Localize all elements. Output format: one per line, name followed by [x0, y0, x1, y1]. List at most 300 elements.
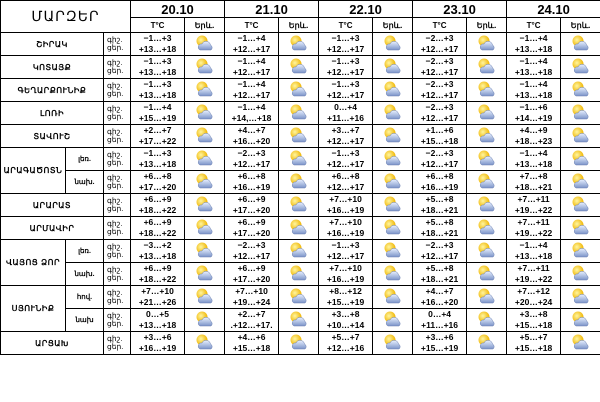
partly-cloudy-icon: [382, 287, 404, 307]
night-temp: −1…+4: [519, 56, 548, 66]
day-temp: +12…+17: [326, 136, 365, 146]
weather-icon-cell: [373, 56, 413, 79]
temperature-cell: [131, 171, 185, 194]
night-temp: −1…+3: [143, 33, 172, 43]
night-temp: −2…+3: [425, 33, 454, 43]
partly-cloudy-icon: [288, 287, 310, 307]
region-name: ՎԱՅՈՑ ՁՈՐ: [1, 240, 66, 286]
temp-col-header: T°C: [319, 18, 373, 33]
temperature-cell: [131, 286, 185, 309]
weather-icon-cell: [467, 56, 507, 79]
weather-icon-cell: [467, 332, 507, 355]
weather-icon-cell: [185, 309, 225, 332]
day-label: ցեր.: [107, 89, 124, 98]
day-label: ցեր.: [107, 250, 124, 259]
day-temp: +13…+18: [138, 67, 177, 77]
weather-icon-cell: [279, 217, 319, 240]
region-name: ԱՐԱՐԱՏ: [1, 194, 104, 217]
weather-icon-cell: [185, 102, 225, 125]
day-temp: +18…+21: [514, 182, 553, 192]
temperature-cell: [319, 102, 373, 125]
day-temp: +13…+18: [514, 67, 553, 77]
night-temp: +1…+6: [425, 125, 454, 135]
temperature-cell: [413, 125, 467, 148]
night-temp: +5…+7: [519, 332, 548, 342]
region-name: ԼՈՌԻ: [1, 102, 104, 125]
weather-icon-cell: [279, 33, 319, 56]
weather-icon-cell: [279, 102, 319, 125]
temperature-cell: [319, 194, 373, 217]
night-temp: +6…+8: [331, 171, 360, 181]
weather-icon-cell: [373, 79, 413, 102]
weather-icon-cell: [561, 56, 600, 79]
night-temp: +7…+12: [517, 286, 550, 296]
night-temp: +3…+8: [519, 309, 548, 319]
partly-cloudy-icon: [570, 287, 592, 307]
icon-col-header: Երև.: [373, 18, 413, 33]
day-label: ցեր.: [107, 181, 124, 190]
temperature-cell: [319, 171, 373, 194]
weather-icon-cell: [185, 171, 225, 194]
weather-icon-cell: [373, 309, 413, 332]
temperature-cell: [507, 263, 561, 286]
temperature-cell: [319, 332, 373, 355]
night-label: գիշ.: [107, 219, 123, 228]
partly-cloudy-icon: [194, 218, 216, 238]
night-label: գիշ.: [107, 334, 123, 343]
temperature-cell: [413, 171, 467, 194]
partly-cloudy-icon: [476, 149, 498, 169]
region-header: ՄԱՐԶԵՐ: [1, 1, 131, 33]
day-temp: +16…+19: [232, 182, 271, 192]
night-label: գիշ.: [107, 104, 123, 113]
day-temp: +18…+21: [420, 205, 459, 215]
date-header: 20.10: [131, 1, 225, 18]
day-temp: +19…+22: [514, 228, 553, 238]
partly-cloudy-icon: [382, 172, 404, 192]
day-temp: +17…+20: [232, 228, 271, 238]
time-of-day: [104, 263, 131, 286]
temperature-cell: [131, 263, 185, 286]
day-label: ցեր.: [107, 342, 124, 351]
weather-icon-cell: [467, 148, 507, 171]
temperature-cell: [131, 309, 185, 332]
temperature-cell: [413, 309, 467, 332]
night-temp: 0…+5: [146, 309, 169, 319]
day-label: ցեր.: [107, 319, 124, 328]
partly-cloudy-icon: [288, 195, 310, 215]
night-temp: +4…+7: [425, 286, 454, 296]
night-temp: +7…+10: [141, 286, 174, 296]
night-temp: −1…+3: [143, 56, 172, 66]
partly-cloudy-icon: [194, 126, 216, 146]
day-temp: +12…+17: [420, 113, 459, 123]
day-temp: +12…+17: [420, 251, 459, 261]
day-temp: +12…+17: [326, 90, 365, 100]
temperature-cell: [507, 33, 561, 56]
night-temp: −1…+3: [331, 79, 360, 89]
partly-cloudy-icon: [570, 172, 592, 192]
day-temp: +19…+22: [514, 205, 553, 215]
weather-icon-cell: [467, 125, 507, 148]
night-temp: +3…+6: [425, 332, 454, 342]
night-temp: −2…+3: [425, 79, 454, 89]
weather-icon-cell: [185, 263, 225, 286]
temp-col-header: T°C: [413, 18, 467, 33]
partly-cloudy-icon: [382, 310, 404, 330]
day-label: ցեր.: [107, 158, 124, 167]
day-temp: +19…+24: [232, 297, 271, 307]
forecast-row: [1, 56, 600, 79]
partly-cloudy-icon: [570, 34, 592, 54]
partly-cloudy-icon: [194, 172, 216, 192]
temperature-cell: [319, 125, 373, 148]
night-temp: +7…+8: [519, 171, 548, 181]
temperature-cell: [507, 240, 561, 263]
day-temp: +12…+16: [326, 343, 365, 353]
weather-icon-cell: [467, 286, 507, 309]
temperature-cell: [319, 56, 373, 79]
partly-cloudy-icon: [476, 103, 498, 123]
day-temp: +12…+17: [420, 67, 459, 77]
forecast-row: [1, 286, 600, 309]
date-header: 22.10: [319, 1, 413, 18]
partly-cloudy-icon: [476, 126, 498, 146]
partly-cloudy-icon: [476, 310, 498, 330]
partly-cloudy-icon: [476, 264, 498, 284]
region-name: ԱՐԱԳԱԾՈՏՆ: [1, 148, 66, 194]
partly-cloudy-icon: [476, 333, 498, 353]
temperature-cell: [225, 309, 279, 332]
temperature-cell: [413, 79, 467, 102]
day-temp: +10…+14: [326, 320, 365, 330]
partly-cloudy-icon: [194, 80, 216, 100]
temperature-cell: [225, 286, 279, 309]
night-temp: +4…+7: [237, 125, 266, 135]
temp-col-header: T°C: [225, 18, 279, 33]
temperature-cell: [413, 33, 467, 56]
forecast-row: [1, 332, 600, 355]
weather-icon-cell: [373, 148, 413, 171]
weather-icon-cell: [279, 125, 319, 148]
partly-cloudy-icon: [476, 80, 498, 100]
day-temp: +15…+18: [420, 136, 459, 146]
temperature-cell: [131, 56, 185, 79]
night-temp: +6…+8: [237, 171, 266, 181]
night-temp: +6…+9: [143, 217, 172, 227]
icon-col-header: Երև.: [467, 18, 507, 33]
weather-icon-cell: [561, 102, 600, 125]
icon-col-header: Երև.: [279, 18, 319, 33]
partly-cloudy-icon: [288, 172, 310, 192]
partly-cloudy-icon: [194, 34, 216, 54]
temperature-cell: [413, 102, 467, 125]
temperature-cell: [413, 217, 467, 240]
partly-cloudy-icon: [570, 264, 592, 284]
temperature-cell: [319, 217, 373, 240]
night-temp: +5…+8: [425, 217, 454, 227]
weather-icon-cell: [373, 332, 413, 355]
day-temp: +12…+17: [232, 159, 271, 169]
weather-icon-cell: [185, 286, 225, 309]
day-temp: +17…+20: [232, 274, 271, 284]
day-label: ցեր.: [107, 273, 124, 282]
subregion-label: հով.: [66, 286, 104, 309]
forecast-row: [1, 309, 600, 332]
partly-cloudy-icon: [288, 333, 310, 353]
day-temp: +16…+19: [326, 274, 365, 284]
weather-icon-cell: [467, 194, 507, 217]
night-temp: +8…+12: [329, 286, 362, 296]
night-temp: −1…+4: [237, 33, 266, 43]
temperature-cell: [507, 286, 561, 309]
night-temp: +7…+11: [517, 194, 550, 204]
temperature-cell: [507, 217, 561, 240]
temperature-cell: [131, 194, 185, 217]
partly-cloudy-icon: [194, 195, 216, 215]
partly-cloudy-icon: [288, 103, 310, 123]
day-label: ցեր.: [107, 43, 124, 52]
temperature-cell: [225, 240, 279, 263]
day-temp: +12…+17: [326, 182, 365, 192]
night-temp: −1…+4: [143, 102, 172, 112]
subregion-label: լեռ.: [66, 240, 104, 263]
night-temp: −1…+3: [331, 56, 360, 66]
day-temp: +15…+18: [514, 343, 553, 353]
day-temp: +18…+21: [420, 228, 459, 238]
temperature-cell: [507, 332, 561, 355]
temperature-cell: [319, 240, 373, 263]
forecast-row: [1, 102, 600, 125]
temperature-cell: [225, 171, 279, 194]
day-temp: +14,…+18: [231, 113, 272, 123]
day-temp: +13…+18: [514, 90, 553, 100]
night-label: գիշ.: [107, 35, 123, 44]
temperature-cell: [413, 332, 467, 355]
temperature-cell: [507, 102, 561, 125]
partly-cloudy-icon: [570, 310, 592, 330]
weather-icon-cell: [467, 263, 507, 286]
night-temp: −1…+3: [331, 33, 360, 43]
weather-icon-cell: [561, 148, 600, 171]
weather-icon-cell: [373, 125, 413, 148]
night-temp: −1…+4: [519, 79, 548, 89]
day-temp: +11…+16: [327, 113, 364, 123]
night-temp: −1…+4: [237, 102, 266, 112]
icon-col-header: Երև.: [185, 18, 225, 33]
weather-icon-cell: [467, 79, 507, 102]
night-label: գիշ.: [107, 265, 123, 274]
night-temp: −3…+2: [143, 240, 172, 250]
weather-icon-cell: [279, 148, 319, 171]
time-of-day: [104, 33, 131, 56]
weather-icon-cell: [373, 240, 413, 263]
forecast-row: [1, 263, 600, 286]
temperature-cell: [507, 148, 561, 171]
region-name: ԱՐՑԱԽ: [1, 332, 104, 355]
partly-cloudy-icon: [194, 264, 216, 284]
icon-col-header: Երև.: [561, 18, 600, 33]
partly-cloudy-icon: [382, 80, 404, 100]
day-label: ցեր.: [107, 135, 124, 144]
day-temp: +18…+22: [138, 228, 177, 238]
temperature-cell: [225, 194, 279, 217]
temperature-cell: [507, 309, 561, 332]
partly-cloudy-icon: [476, 57, 498, 77]
temperature-cell: [131, 332, 185, 355]
partly-cloudy-icon: [570, 57, 592, 77]
temperature-cell: [225, 125, 279, 148]
day-temp: +12…+17: [232, 67, 271, 77]
region-name: ՍՅՈՒՆԻՔ: [1, 286, 66, 332]
night-label: գիշ.: [107, 150, 123, 159]
day-temp: +13…+18: [138, 320, 177, 330]
time-of-day: [104, 79, 131, 102]
night-temp: −2…+3: [425, 56, 454, 66]
day-temp: +12…+17: [326, 44, 365, 54]
night-temp: +7…+11: [517, 263, 550, 273]
temperature-cell: [131, 240, 185, 263]
night-temp: +4…+9: [519, 125, 548, 135]
weather-icon-cell: [279, 332, 319, 355]
night-temp: −1…+4: [237, 79, 266, 89]
weather-icon-cell: [373, 263, 413, 286]
partly-cloudy-icon: [382, 195, 404, 215]
partly-cloudy-icon: [382, 126, 404, 146]
temperature-cell: [319, 33, 373, 56]
partly-cloudy-icon: [476, 195, 498, 215]
weather-icon-cell: [185, 332, 225, 355]
weather-icon-cell: [561, 194, 600, 217]
night-temp: +6…+9: [143, 263, 172, 273]
forecast-row: [1, 240, 600, 263]
night-temp: +6…+9: [237, 263, 266, 273]
night-temp: +6…+9: [237, 217, 266, 227]
partly-cloudy-icon: [382, 333, 404, 353]
weather-icon-cell: [561, 286, 600, 309]
weather-icon-cell: [467, 217, 507, 240]
night-label: գիշ.: [107, 288, 123, 297]
weather-icon-cell: [373, 286, 413, 309]
temperature-cell: [131, 217, 185, 240]
night-temp: +3…+7: [331, 125, 360, 135]
subregion-label: լեռ.: [66, 148, 104, 171]
temperature-cell: [225, 33, 279, 56]
time-of-day: [104, 332, 131, 355]
region-name: ՏԱՎՈՒՇ: [1, 125, 104, 148]
partly-cloudy-icon: [194, 103, 216, 123]
day-temp: +12…+17: [326, 251, 365, 261]
forecast-row: [1, 171, 600, 194]
day-temp: +16…+20: [420, 297, 459, 307]
day-temp: +12…+17: [326, 67, 365, 77]
temperature-cell: [319, 309, 373, 332]
partly-cloudy-icon: [288, 126, 310, 146]
night-label: գիշ.: [107, 173, 123, 182]
day-temp: +18…+21: [420, 274, 459, 284]
partly-cloudy-icon: [570, 149, 592, 169]
temperature-cell: [131, 148, 185, 171]
forecast-row: [1, 148, 600, 171]
time-of-day: [104, 125, 131, 148]
weather-icon-cell: [467, 309, 507, 332]
day-temp: +15…+19: [326, 297, 365, 307]
day-temp: +13…+18: [514, 159, 553, 169]
night-temp: −2…+3: [237, 148, 266, 158]
partly-cloudy-icon: [288, 241, 310, 261]
time-of-day: [104, 148, 131, 171]
weather-icon-cell: [185, 240, 225, 263]
night-temp: −2…+3: [425, 240, 454, 250]
temperature-cell: [507, 125, 561, 148]
date-header: 21.10: [225, 1, 319, 18]
night-temp: +4…+6: [237, 332, 266, 342]
night-temp: +5…+8: [425, 194, 454, 204]
partly-cloudy-icon: [570, 218, 592, 238]
partly-cloudy-icon: [382, 264, 404, 284]
day-temp: .+12…+17.: [230, 320, 273, 330]
night-temp: −1…+3: [143, 148, 172, 158]
day-temp: +15…+19: [138, 113, 177, 123]
temperature-cell: [225, 79, 279, 102]
night-temp: −2…+3: [425, 102, 454, 112]
weather-icon-cell: [185, 217, 225, 240]
night-temp: +7…+10: [235, 286, 268, 296]
weather-icon-cell: [561, 309, 600, 332]
day-temp: +17…+20: [138, 182, 177, 192]
night-temp: +5…+8: [425, 263, 454, 273]
night-temp: 0…+4: [334, 102, 357, 112]
day-label: ցեր.: [107, 66, 124, 75]
weather-icon-cell: [373, 33, 413, 56]
weather-icon-cell: [373, 194, 413, 217]
time-of-day: [104, 102, 131, 125]
night-temp: +7…+10: [329, 217, 362, 227]
weather-icon-cell: [561, 125, 600, 148]
partly-cloudy-icon: [382, 241, 404, 261]
temperature-cell: [507, 56, 561, 79]
night-temp: +6…+8: [143, 171, 172, 181]
night-temp: −1…+4: [519, 148, 548, 158]
temperature-cell: [225, 263, 279, 286]
partly-cloudy-icon: [194, 149, 216, 169]
day-temp: +13…+18: [138, 44, 177, 54]
day-label: ցեր.: [107, 204, 124, 213]
night-temp: +2…+7: [237, 309, 266, 319]
day-temp: +12…+17: [232, 90, 271, 100]
region-name: ՇԻՐԱԿ: [1, 33, 104, 56]
weather-icon-cell: [467, 102, 507, 125]
forecast-row: [1, 217, 600, 240]
temperature-cell: [413, 56, 467, 79]
partly-cloudy-icon: [570, 333, 592, 353]
night-temp: 0…+4: [428, 309, 452, 319]
day-temp: +12…+17: [420, 90, 459, 100]
weather-icon-cell: [561, 263, 600, 286]
forecast-row: [1, 194, 600, 217]
night-temp: +6…+9: [143, 194, 172, 204]
night-label: գիշ.: [107, 81, 123, 90]
weather-icon-cell: [279, 309, 319, 332]
partly-cloudy-icon: [476, 172, 498, 192]
weather-icon-cell: [561, 79, 600, 102]
weather-icon-cell: [185, 148, 225, 171]
day-label: ցեր.: [107, 296, 124, 305]
temperature-cell: [319, 286, 373, 309]
time-of-day: [104, 194, 131, 217]
day-temp: +15…+18: [232, 343, 271, 353]
night-temp: +7…+11: [517, 217, 550, 227]
